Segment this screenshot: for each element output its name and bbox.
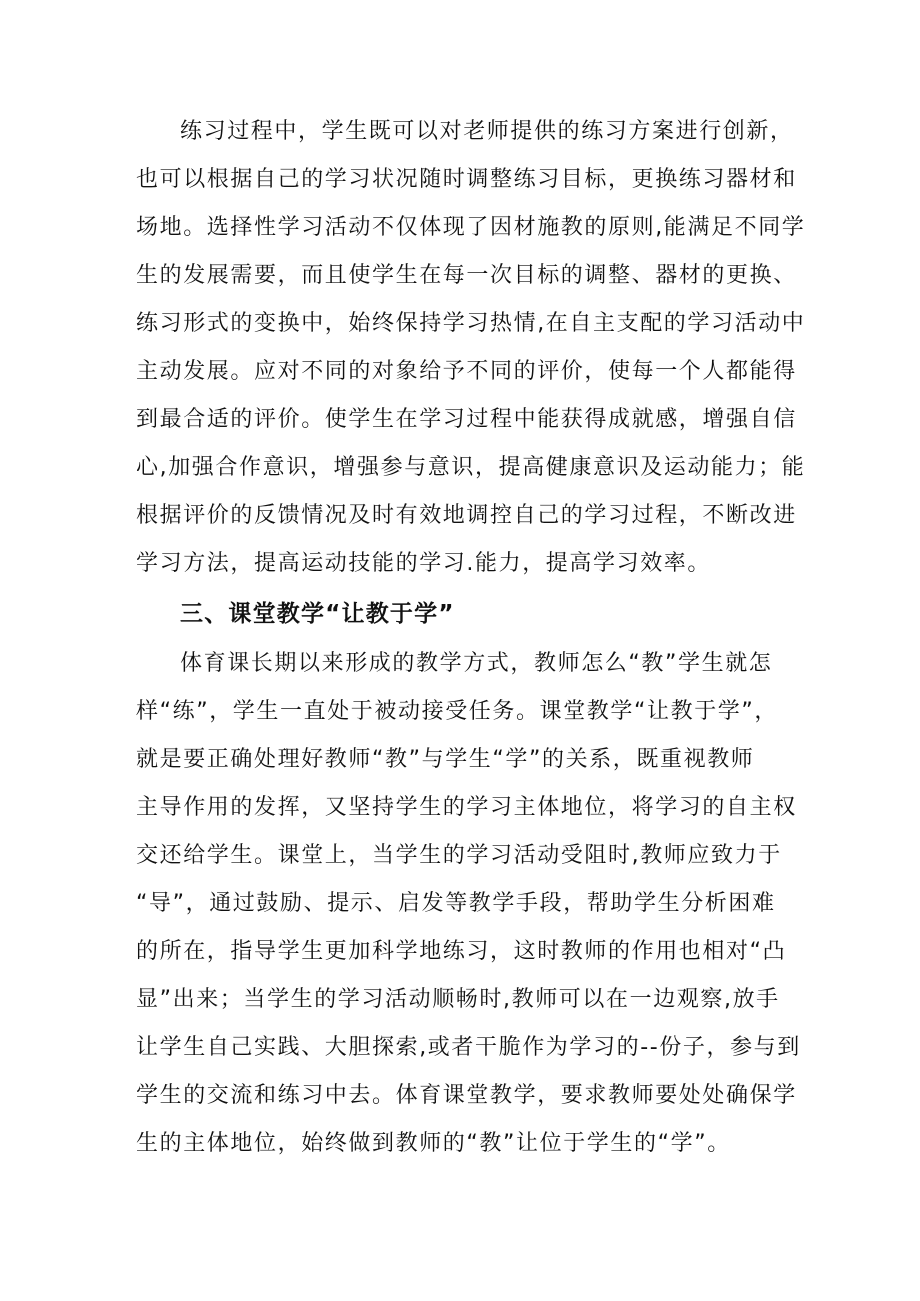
paragraph-line: 交还给学生。课堂上，当学生的学习活动受阻时,教师应致力于	[136, 843, 782, 868]
paragraph-line: 练习过程中，学生既可以对老师提供的练习方案进行创新，	[180, 119, 794, 144]
paragraph-line: 让学生自己实践、大胆探索,或者干脆作为学习的--份子，参与到	[136, 1035, 801, 1060]
paragraph-line: 心,加强合作意识，增强参与意识，提高健康意识及运动能力；能	[136, 455, 806, 480]
paragraph-line: 学生的交流和练习中去。体育课堂教学，要求教师要处处确保学	[136, 1083, 797, 1108]
paragraph-line: 生的发展需要，而且使学生在每一次目标的调整、器材的更换、	[136, 263, 797, 288]
paragraph-line: 主动发展。应对不同的对象给予不同的评价，使每一个人都能得	[136, 359, 797, 384]
paragraph-line: 样“练”，学生一直处于被动接受任务。课堂教学“让教于学”，	[136, 699, 778, 724]
paragraph-line: 生的主体地位，始终做到教师的“教”让位于学生的“学”。	[136, 1131, 731, 1156]
paragraph-line: 主导作用的发挥，又坚持学生的学习主体地位，将学习的自主权	[136, 795, 797, 820]
section-heading: 三、课堂教学“让教于学”	[180, 601, 455, 627]
paragraph-line: 的所在，指导学生更加科学地练习，这时教师的作用也相对“凸	[136, 939, 787, 964]
paragraph-line: 体育课长期以来形成的教学方式，教师怎么“教”学生就怎	[180, 651, 773, 676]
paragraph-line: 显”出来；当学生的学习活动顺畅时,教师可以在一边观察,放手	[136, 987, 780, 1012]
paragraph-line: 场地。选择性学习活动不仅体现了因材施教的原则,能满足不同学	[136, 215, 806, 240]
paragraph-line: 到最合适的评价。使学生在学习过程中能获得成就感，增强自信	[136, 407, 797, 432]
paragraph-line: 练习形式的变换中，始终保持学习热情,在自主支配的学习活动中	[136, 311, 806, 336]
paragraph-line: 也可以根据自己的学习状况随时调整练习目标，更换练习器材和	[136, 167, 797, 192]
paragraph-line: 就是要正确处理好教师“教”与学生“学”的关系，既重视教师	[136, 747, 755, 772]
paragraph-line: “导”，通过鼓励、提示、启发等教学手段，帮助学生分析困难	[136, 891, 776, 916]
paragraph-line: 学习方法，提高运动技能的学习.能力，提高学习效率。	[136, 551, 711, 576]
paragraph-line: 根据评价的反馈情况及时有效地调控自己的学习过程，不断改进	[136, 503, 797, 528]
